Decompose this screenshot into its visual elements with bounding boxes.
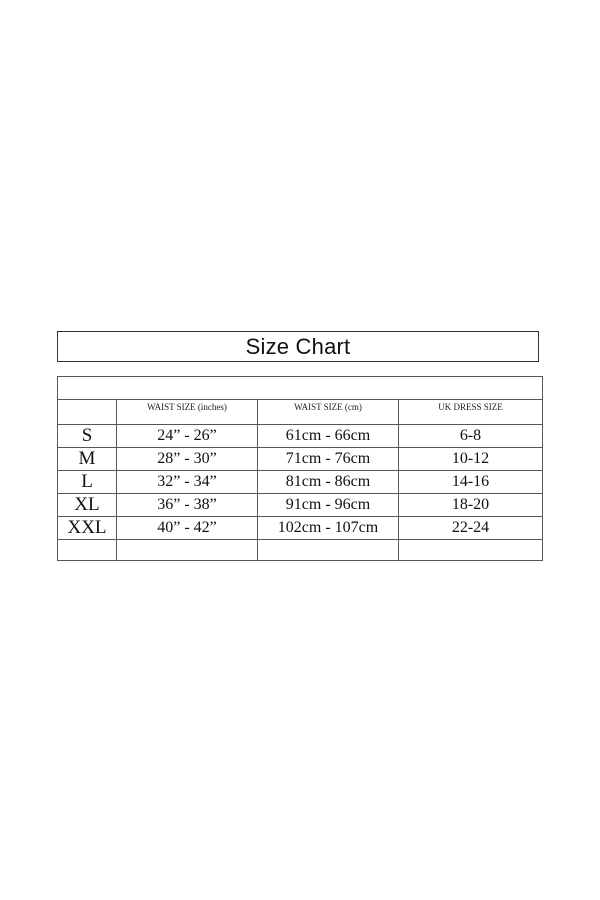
size-label: S: [58, 425, 117, 448]
size-label: L: [58, 471, 117, 494]
uk-dress-size-value: 6-8: [399, 425, 543, 448]
table-row: [58, 517, 543, 540]
waist-inches-value: 28” - 30”: [117, 448, 258, 471]
table-row: [58, 448, 543, 471]
waist-inches-value: 40” - 42”: [117, 517, 258, 540]
uk-dress-size-value: 14-16: [399, 471, 543, 494]
table-top-spacer-row: [58, 377, 543, 400]
size-chart-title: Size Chart: [245, 333, 351, 359]
uk-dress-size-value: 18-20: [399, 494, 543, 517]
size-label: M: [58, 448, 117, 471]
header-uk-dress-size: UK DRESS SIZE: [399, 400, 543, 425]
header-size-cell: [58, 400, 117, 425]
table-empty-row: [58, 540, 543, 561]
empty-cell: [117, 540, 258, 561]
empty-cell: [58, 540, 117, 561]
table-row: [58, 494, 543, 517]
table-header-row: [58, 400, 543, 425]
empty-cell: [258, 540, 399, 561]
waist-inches-value: 24” - 26”: [117, 425, 258, 448]
table-row: [58, 471, 543, 494]
waist-cm-value: 61cm - 66cm: [258, 425, 399, 448]
size-label: XXL: [58, 517, 117, 540]
waist-inches-value: 36” - 38”: [117, 494, 258, 517]
uk-dress-size-value: 10-12: [399, 448, 543, 471]
size-label: XL: [58, 494, 117, 517]
table-row: [58, 425, 543, 448]
table-spacer-cell: [58, 377, 543, 400]
size-chart-table: [57, 376, 543, 561]
waist-cm-value: 91cm - 96cm: [258, 494, 399, 517]
waist-cm-value: 102cm - 107cm: [258, 517, 399, 540]
size-chart-title-box: [57, 331, 539, 362]
empty-cell: [399, 540, 543, 561]
uk-dress-size-value: 22-24: [399, 517, 543, 540]
waist-cm-value: 81cm - 86cm: [258, 471, 399, 494]
waist-inches-value: 32” - 34”: [117, 471, 258, 494]
waist-cm-value: 71cm - 76cm: [258, 448, 399, 471]
header-waist-inches: WAIST SIZE (inches): [117, 400, 258, 425]
header-waist-cm: WAIST SIZE (cm): [258, 400, 399, 425]
